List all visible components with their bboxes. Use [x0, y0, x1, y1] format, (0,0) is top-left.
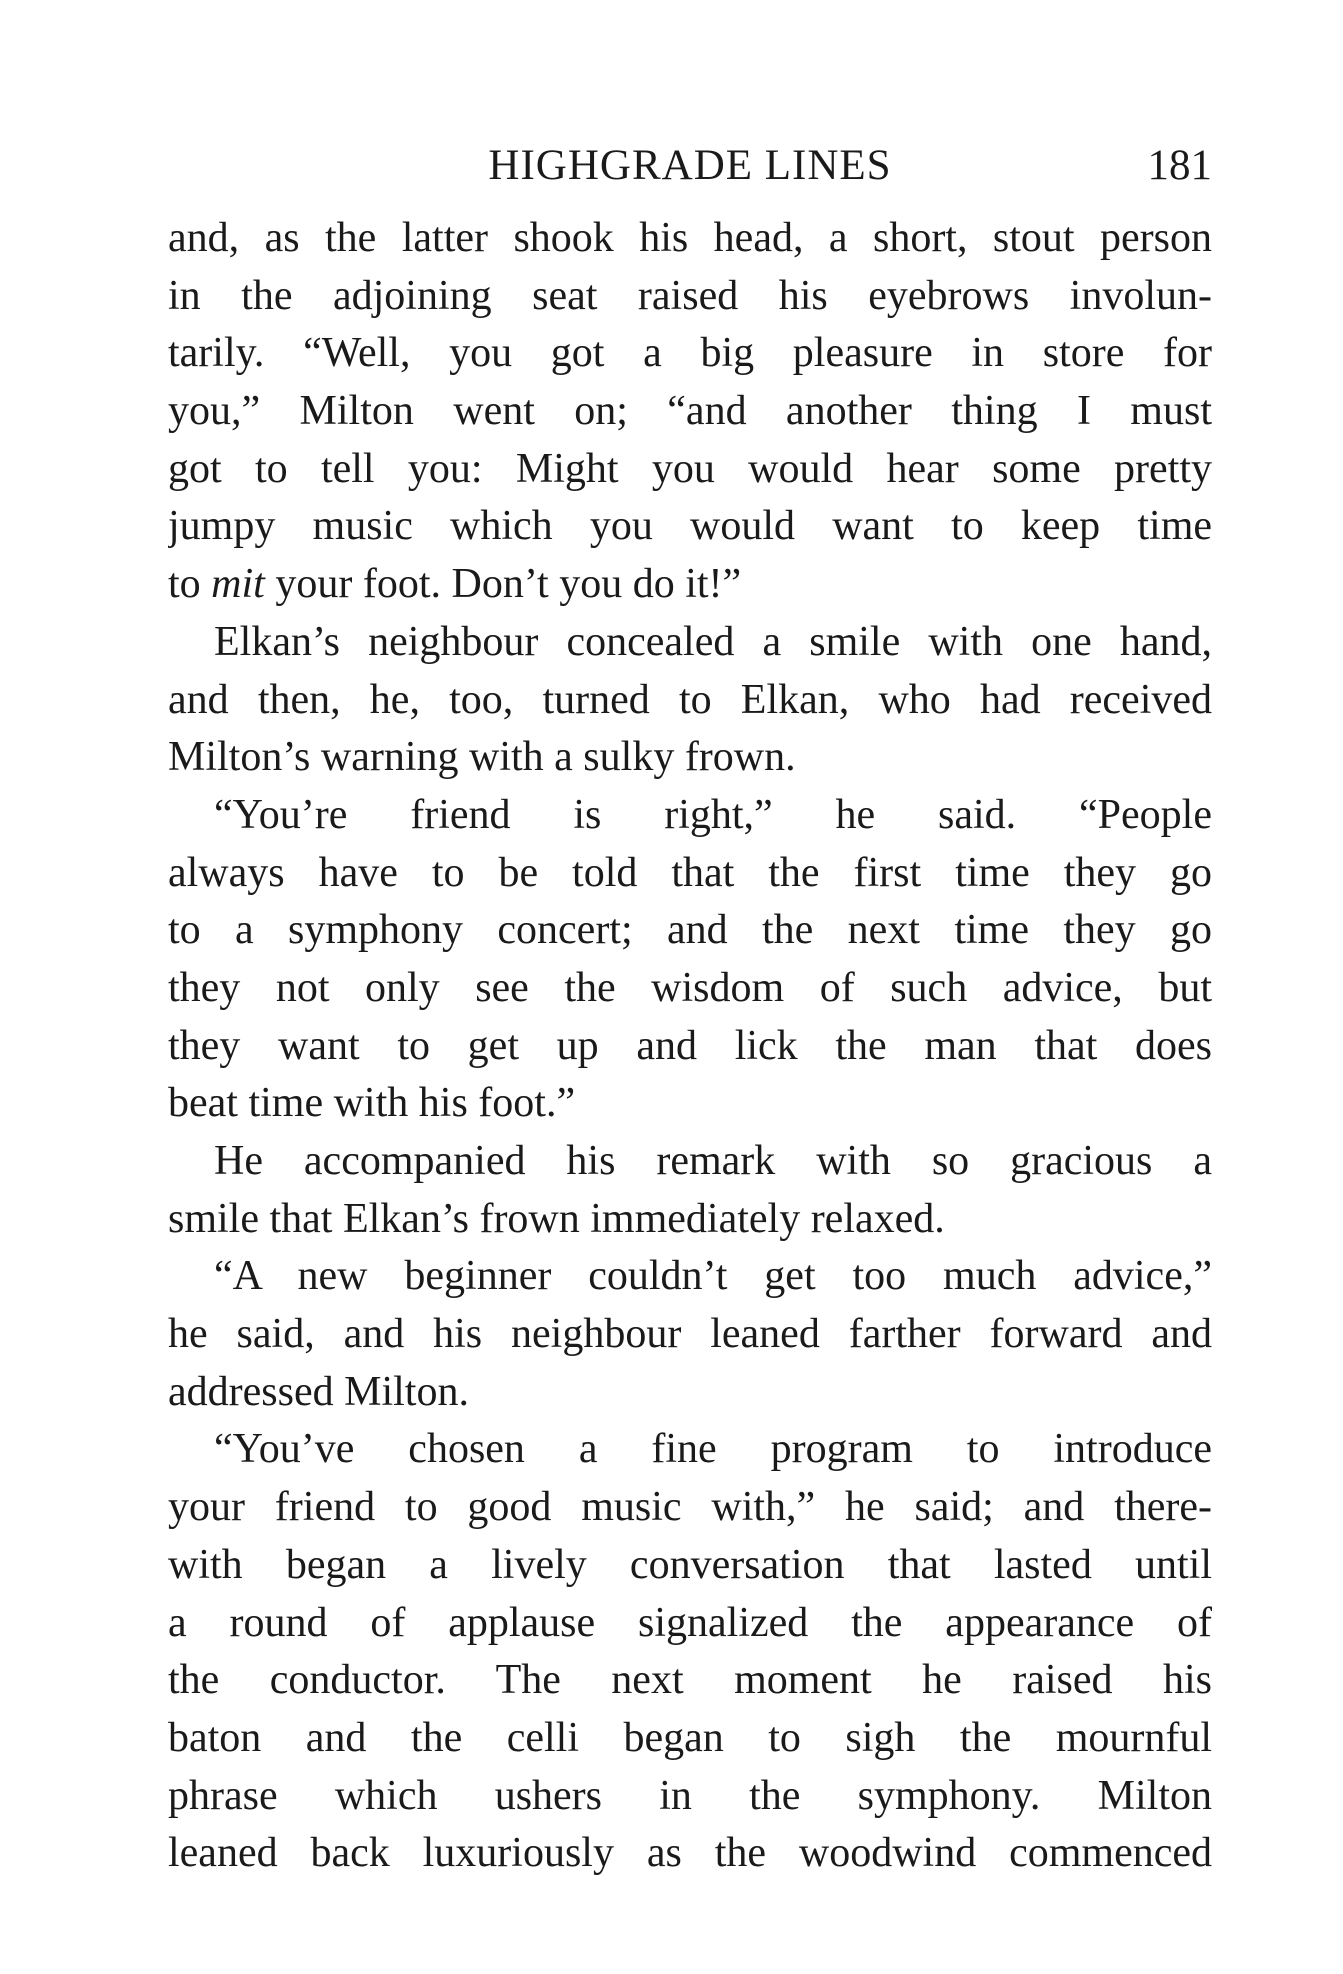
text-line: the conductor. The next moment he raised his — [168, 1657, 1212, 1704]
running-head — [168, 136, 1212, 196]
text-line: phrase which ushers in the symphony. Milton — [168, 1772, 1212, 1819]
running-title: HIGHGRADE LINES — [488, 142, 892, 189]
text-line — [168, 556, 1212, 614]
text-line: you,” Milton went on; “and another thing I must — [168, 388, 1212, 435]
page-number: 181 — [1147, 142, 1212, 189]
text-line: got to tell you: Might you would hear some pretty — [168, 445, 1212, 492]
text-line: always have to be told that the first time they go — [168, 849, 1212, 896]
text-line: with began a lively conversation that lasted until — [168, 1541, 1212, 1588]
text-line: leaned back luxuriously as the woodwind commenced — [168, 1830, 1212, 1877]
text-line: baton and the celli began to sigh the mournful — [168, 1714, 1212, 1761]
text-line: your friend to good music with,” he said; and there- — [168, 1484, 1212, 1531]
text-line: and then, he, too, turned to Elkan, who had received — [168, 676, 1212, 723]
text-line: they not only see the wisdom of such advice, but — [168, 964, 1212, 1011]
italic-word: mit — [211, 561, 265, 608]
text-segment: your foot. Don’t you do it!” — [264, 561, 742, 608]
text-line: “You’ve chosen a fine program to introduce — [214, 1426, 1212, 1473]
text-line: jumpy music which you would want to keep time — [168, 503, 1212, 550]
text-line: Milton’s warning with a sulky frown. — [168, 734, 796, 781]
text-line: he said, and his neighbour leaned farther forward and — [168, 1311, 1212, 1358]
text-segment: to — [168, 561, 212, 608]
text-line: to a symphony concert; and the next time they go — [168, 907, 1212, 954]
text-line: smile that Elkan’s frown immediately relaxed. — [168, 1195, 945, 1242]
text-line: Elkan’s neighbour concealed a smile with one hand, — [214, 618, 1212, 665]
text-line: He accompanied his remark with so gracious a — [214, 1138, 1212, 1184]
text-line: “You’re friend is right,” he said. “People — [214, 791, 1212, 838]
text-line: “A new beginner couldn’t get too much advice,” — [214, 1253, 1212, 1300]
text-line: a round of applause signalized the appearance of — [168, 1599, 1212, 1646]
text-line: beat time with his foot.” — [168, 1080, 576, 1127]
text-line: tarily. “Well, you got a big pleasure in store for — [168, 330, 1212, 377]
text-line: in the adjoining seat raised his eyebrows involun- — [168, 272, 1212, 319]
text-line: addressed Milton. — [168, 1368, 469, 1415]
text-line: and, as the latter shook his head, a short, stout person — [168, 215, 1212, 261]
body-text — [168, 210, 1212, 1883]
text-line: they want to get up and lick the man that does — [168, 1022, 1212, 1069]
